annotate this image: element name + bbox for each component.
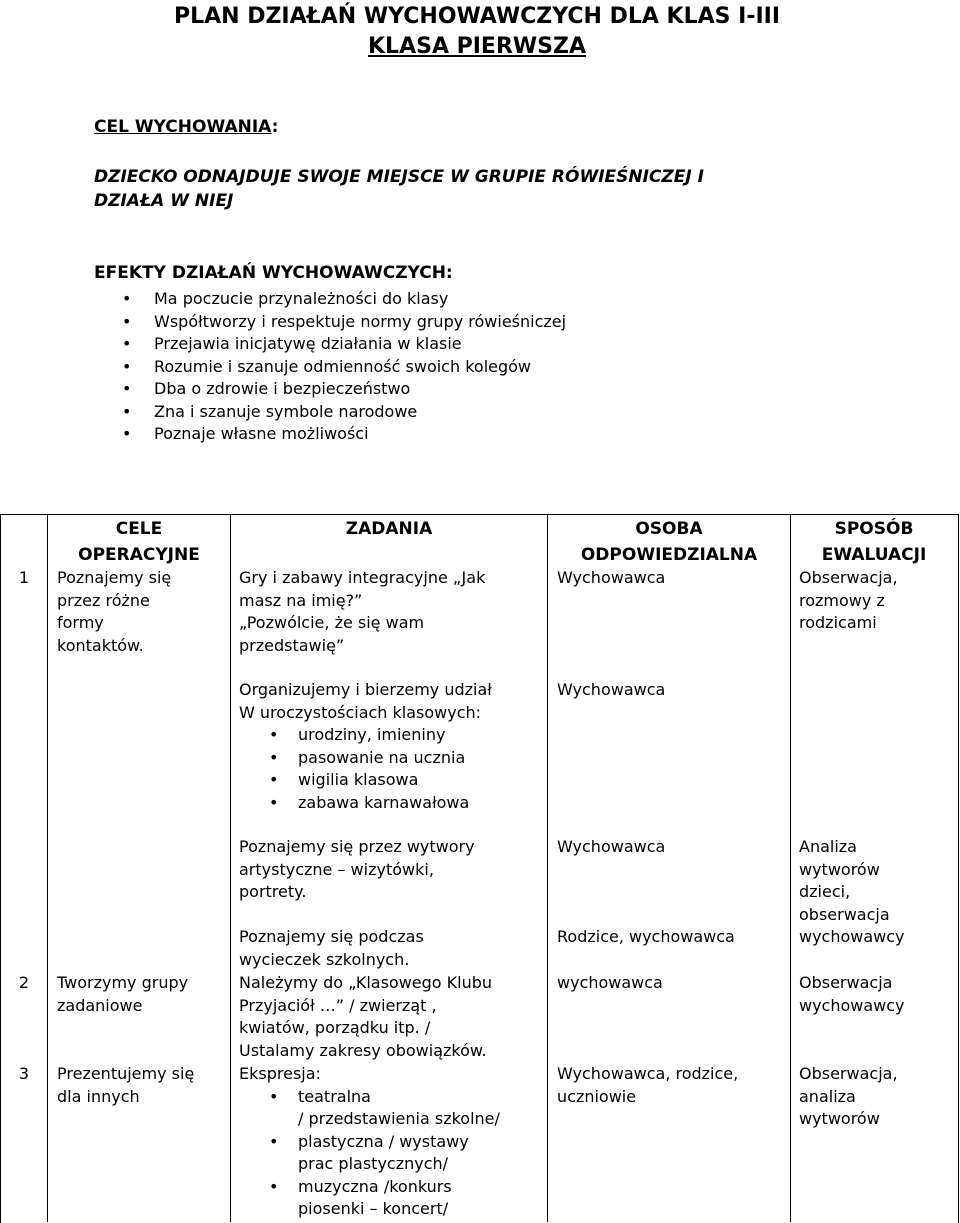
sposob-ewaluacji: Analiza wytworów dzieci, obserwacja wychowawcy — [799, 837, 905, 946]
row-number: 3 — [18, 1064, 30, 1083]
list-item: • Przejawia inicjatywę działania w klasie — [110, 333, 566, 356]
zadanie-klub: Należymy do „Klasowego Klubu Przyjaciół …” / zwierząt , kwiatów, porządku itp. / Ustalamy zakresy obowiązków. — [239, 973, 493, 1060]
list-item: • Rozumie i szanuje odmienność swoich kolegów — [110, 356, 566, 379]
header-zadania: ZADANIA — [345, 519, 433, 539]
osoba-odpowiedzialna: Wychowawca, rodzice, uczniowie — [557, 1064, 739, 1106]
header-sposob: SPOSÓB EWALUACJI — [821, 519, 927, 565]
zadanie-wytwory: Poznajemy się przez wytwory artystyczne – wizytówki, portrety. — [239, 837, 475, 901]
list-item: • zabawa karnawałowa — [239, 792, 545, 815]
sposob-ewaluacji: Obserwacja wychowawcy — [799, 973, 905, 1015]
osoba-odpowiedzialna: wychowawca — [557, 973, 663, 992]
list-item: • pasowanie na ucznia — [239, 747, 545, 770]
cel-operacyjny: Prezentujemy się dla innych — [57, 1064, 195, 1106]
list-item: • Poznaje własne możliwości — [110, 423, 566, 446]
cel-operacyjny: Poznajemy się przez różne formy kontaktów. — [57, 568, 172, 655]
cel-text — [94, 165, 894, 213]
zadanie-wycieczki: Poznajemy się podczas wycieczek szkolnych. — [239, 927, 424, 969]
efekty-heading: EFEKTY DZIAŁAŃ WYCHOWAWCZYCH: — [94, 263, 453, 283]
cel-text-line-1: DZIECKO ODNAJDUJE SWOJE MIEJSCE W GRUPIE RÓWIEŚNICZEJ I — [94, 167, 704, 187]
uroczystosci-list — [0, 724, 545, 814]
list-item: • Zna i szanuje symbole narodowe — [110, 401, 566, 424]
header-cele: CELE OPERACYJNE — [78, 519, 200, 565]
efekty-list — [110, 288, 566, 446]
cel-text-line-2: DZIAŁA W NIEJ — [94, 191, 234, 211]
page-title: PLAN DZIAŁAŃ WYCHOWAWCZYCH DLA KLAS I-III — [173, 4, 781, 29]
osoba-odpowiedzialna: Wychowawca — [557, 568, 666, 587]
ekspresja-list — [0, 1086, 545, 1221]
table-divider — [790, 514, 791, 1222]
list-item: • wigilia klasowa — [239, 769, 545, 792]
osoba-odpowiedzialna: Rodzice, wychowawca — [557, 927, 735, 946]
list-item: • Ma poczucie przynależności do klasy — [110, 288, 566, 311]
cel-colon: : — [271, 117, 279, 137]
list-item: • muzyczna /konkurs piosenki – koncert/ — [239, 1176, 545, 1221]
header-osoba: OSOBA ODPOWIEDZIALNA — [580, 519, 758, 565]
list-item: • Współtworzy i respektuje normy grupy rówieśniczej — [110, 311, 566, 334]
list-item: • Dba o zdrowie i bezpieczeństwo — [110, 378, 566, 401]
row-number: 2 — [18, 973, 30, 992]
cel-heading — [94, 117, 278, 137]
zadanie-gry: Gry i zabawy integracyjne „Jak masz na imię?” „Pozwólcie, że się wam przedstawię” — [239, 568, 486, 655]
sposob-ewaluacji: Obserwacja, analiza wytworów — [799, 1064, 898, 1128]
list-item: • teatralna / przedstawienia szkolne/ — [239, 1086, 545, 1131]
zadanie-ekspresja: Ekspresja: • teatralna / przedstawienia szkolne/ • plastyczna / wystawy prac plastycznych/ • muzyczna /konkurs piosenki – koncert/ — [239, 1063, 545, 1221]
table-divider — [547, 514, 548, 1222]
sposob-ewaluacji: Obserwacja, rozmowy z rodzicami — [799, 568, 898, 632]
zadanie-uroczystosci: Organizujemy i bierzemy udział W uroczystościach klasowych: • urodziny, imieniny • pasowanie na ucznia • wigilia klasowa • zabawa karnawałowa — [239, 679, 545, 814]
row-number: 1 — [18, 568, 30, 587]
cel-label: CEL WYCHOWANIA — [94, 117, 272, 137]
osoba-odpowiedzialna: Wychowawca — [557, 680, 666, 699]
cel-operacyjny: Tworzymy grupy zadaniowe — [57, 973, 189, 1015]
list-item: • plastyczna / wystawy prac plastycznych/ — [239, 1131, 545, 1176]
list-item: • urodziny, imieniny — [239, 724, 545, 747]
page-subtitle: KLASA PIERWSZA — [368, 34, 586, 59]
osoba-odpowiedzialna: Wychowawca — [557, 837, 666, 856]
